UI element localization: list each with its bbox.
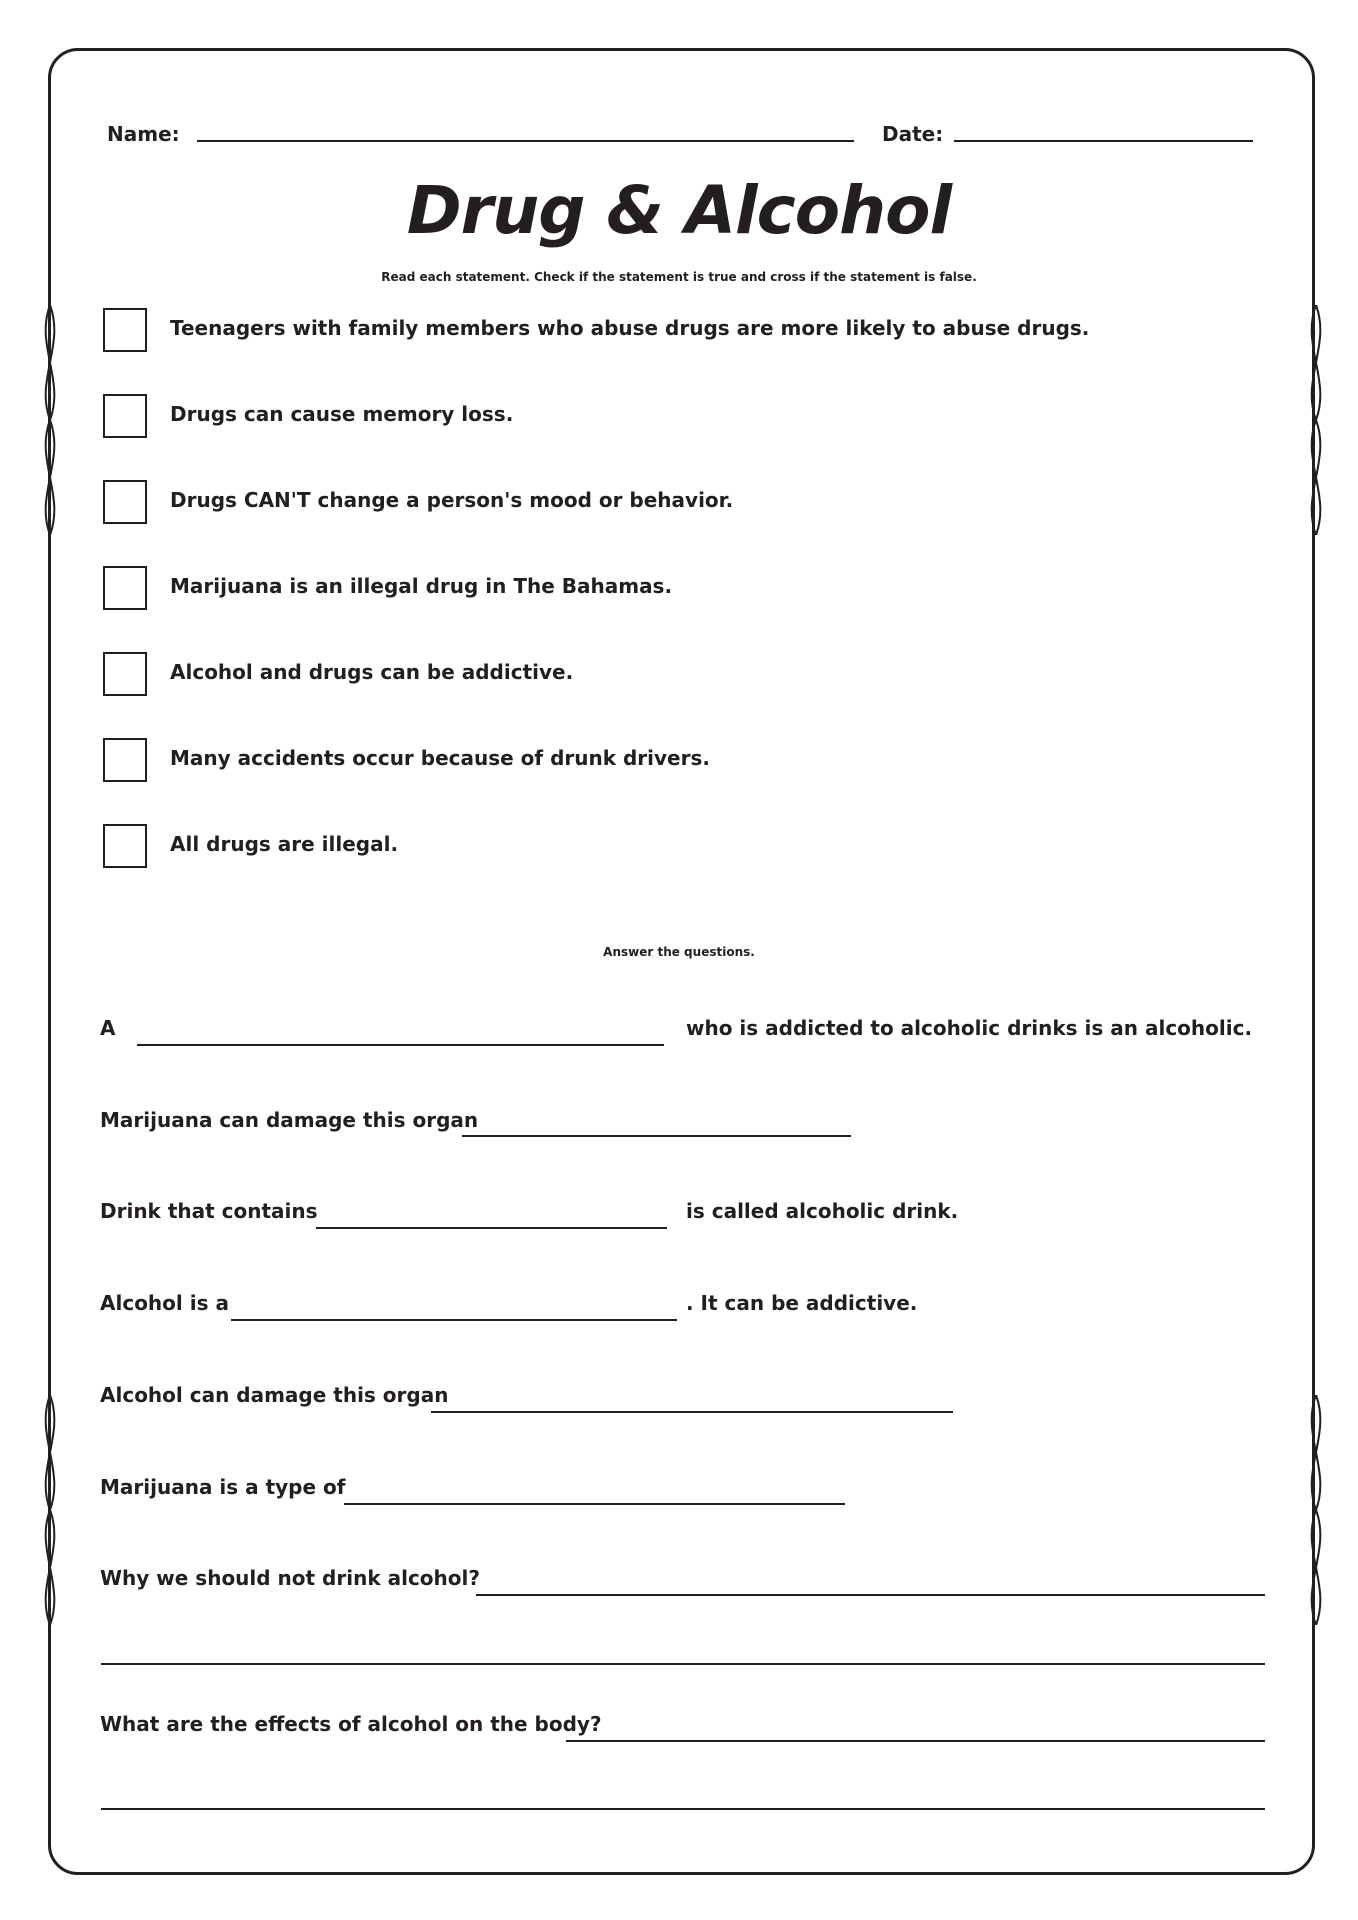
- statement-checkbox[interactable]: [103, 394, 147, 438]
- statement-checkbox[interactable]: [103, 738, 147, 782]
- question-7-text: Why we should not drink alcohol?: [100, 1566, 480, 1590]
- left-top-squiggle-decoration: [35, 305, 65, 535]
- statement-text: Teenagers with family members who abuse drugs are more likely to abuse drugs.: [170, 316, 1090, 340]
- statement-text: Drugs CAN'T change a person's mood or behavior.: [170, 488, 734, 512]
- statement-checkbox[interactable]: [103, 308, 147, 352]
- worksheet-title: Drug & Alcohol: [406, 172, 952, 249]
- question-1-suffix: who is addicted to alcoholic drinks is an alcoholic.: [686, 1016, 1253, 1040]
- question-3-suffix: is called alcoholic drink.: [686, 1199, 959, 1223]
- date-field[interactable]: [954, 140, 1253, 142]
- right-bottom-squiggle-decoration: [1301, 1395, 1331, 1625]
- question-4-prefix: Alcohol is a: [100, 1291, 229, 1315]
- name-field[interactable]: [197, 140, 854, 142]
- question-4-suffix: . It can be addictive.: [686, 1291, 918, 1315]
- question-8-answer-line-2[interactable]: [101, 1808, 1265, 1810]
- question-6-text: Marijuana is a type of: [100, 1475, 346, 1499]
- question-7-answer-line[interactable]: [476, 1594, 1265, 1596]
- section1-instruction: Read each statement. Check if the statement is true and cross if the statement is false.: [381, 270, 977, 284]
- question-8-text: What are the effects of alcohol on the body?: [100, 1712, 602, 1736]
- right-top-squiggle-decoration: [1301, 305, 1331, 535]
- statement-checkbox[interactable]: [103, 480, 147, 524]
- statement-checkbox[interactable]: [103, 566, 147, 610]
- question-5-text: Alcohol can damage this organ: [100, 1383, 449, 1407]
- name-label: Name:: [107, 122, 180, 146]
- statement-text: All drugs are illegal.: [170, 832, 399, 856]
- question-3-prefix: Drink that contains: [100, 1199, 318, 1223]
- statement-checkbox[interactable]: [103, 824, 147, 868]
- statement-text: Drugs can cause memory loss.: [170, 402, 514, 426]
- question-8-answer-line[interactable]: [566, 1740, 1265, 1742]
- question-2-text: Marijuana can damage this organ: [100, 1108, 479, 1132]
- question-7-answer-line-2[interactable]: [101, 1663, 1265, 1665]
- date-label: Date:: [882, 122, 944, 146]
- section2-instruction: Answer the questions.: [603, 945, 755, 959]
- question-5-answer-line[interactable]: [431, 1411, 953, 1413]
- statement-text: Alcohol and drugs can be addictive.: [170, 660, 574, 684]
- question-6-answer-line[interactable]: [344, 1503, 845, 1505]
- statement-checkbox[interactable]: [103, 652, 147, 696]
- question-2-answer-line[interactable]: [462, 1135, 851, 1137]
- question-3-answer-line[interactable]: [316, 1227, 667, 1229]
- question-1-prefix: A: [100, 1016, 116, 1040]
- question-4-answer-line[interactable]: [231, 1319, 677, 1321]
- statement-text: Many accidents occur because of drunk drivers.: [170, 746, 710, 770]
- statement-text: Marijuana is an illegal drug in The Bahamas.: [170, 574, 673, 598]
- left-bottom-squiggle-decoration: [35, 1395, 65, 1625]
- question-1-answer-line[interactable]: [137, 1044, 664, 1046]
